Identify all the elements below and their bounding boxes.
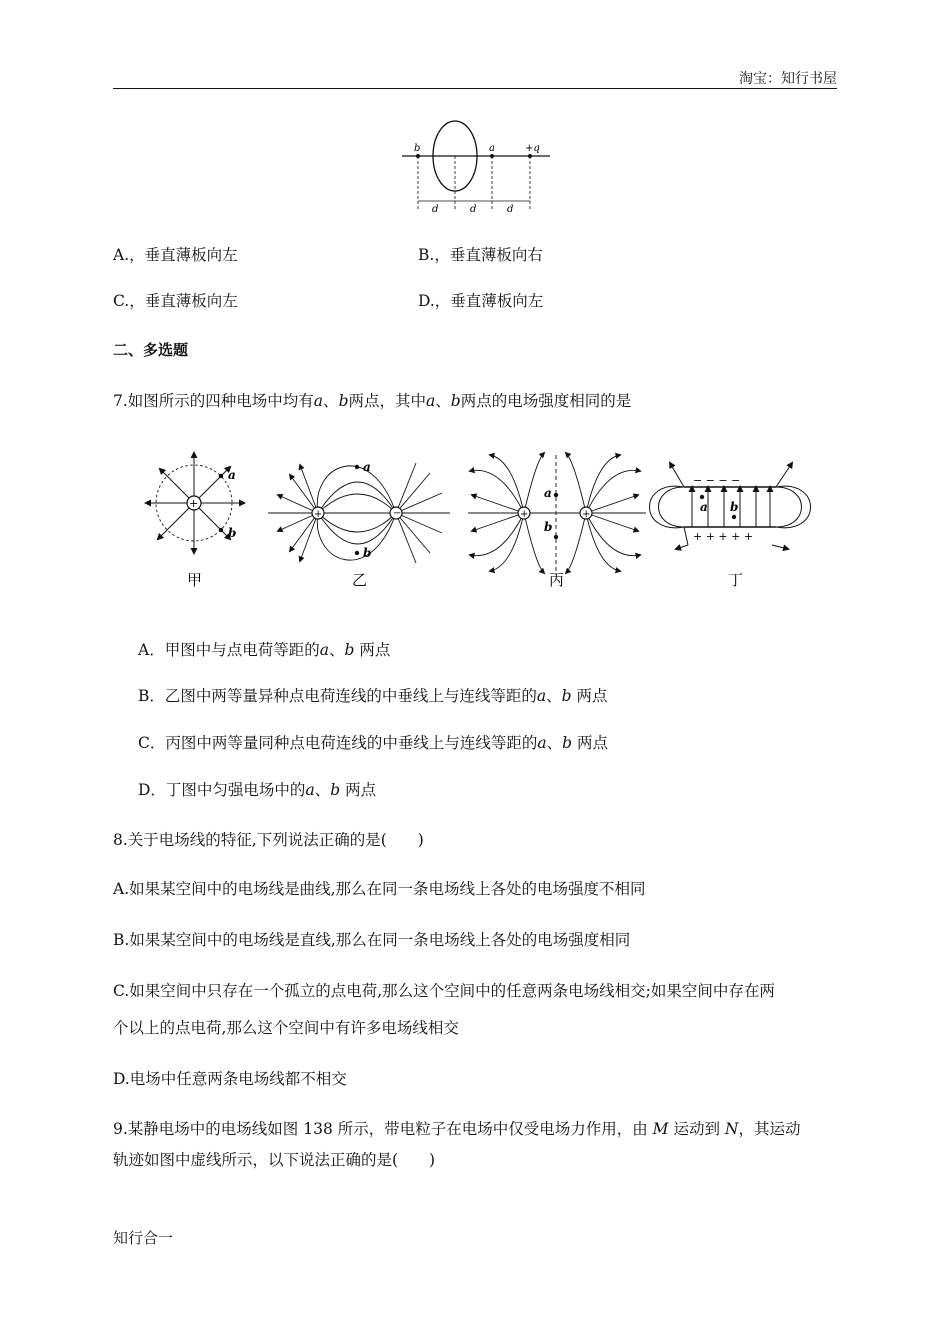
q6-option-a: A.，垂直薄板向左: [113, 246, 238, 264]
yi-label-a: a: [363, 460, 371, 474]
q8-option-b: B.如果某空间中的电场线是直线,那么在同一条电场线上各处的电场强度相同: [113, 931, 631, 949]
header-rule: [113, 88, 837, 89]
bing-label-b: b: [544, 520, 553, 534]
q8-stem: 8.关于电场线的特征,下列说法正确的是( ): [113, 831, 424, 849]
q7-option-d: D．丁图中匀强电场中的a、b 两点: [138, 781, 377, 799]
svg-text:+ + + + +: + + + + +: [693, 530, 754, 543]
q8-option-c-line1: C.如果空间中只存在一个孤立的点电荷,那么这个空间中的任意两条电场线相交;如果空间中存在两: [113, 982, 775, 1000]
svg-text:+: +: [582, 509, 591, 520]
q7-option-c: C．丙图中两等量同种点电荷连线的中垂线上与连线等距的a、b 两点: [138, 734, 609, 752]
bing-label-a: a: [544, 486, 552, 500]
svg-text:+: +: [189, 497, 199, 510]
caption-yi: 乙: [352, 571, 368, 589]
fig6-d-3: d: [507, 204, 514, 215]
q6-option-d: D.，垂直薄板向左: [418, 292, 544, 310]
svg-text:− − − −: − − − −: [693, 474, 741, 487]
yi-label-b: b: [363, 546, 372, 560]
q7-option-a: A．甲图中与点电荷等距的a、b 两点: [138, 641, 391, 659]
fig6-d-2: d: [470, 204, 477, 215]
fig6-label-q: +q: [525, 143, 540, 154]
fig6-label-a: a: [489, 143, 495, 154]
q8-option-d: D.电场中任意两条电场线都不相交: [113, 1070, 347, 1088]
svg-text:−: −: [393, 508, 402, 519]
caption-ding: 丁: [728, 571, 744, 589]
q7-figure: [140, 445, 820, 595]
diagram-jia: [146, 453, 244, 553]
jia-label-b: b: [228, 526, 237, 540]
ding-label-b: b: [730, 500, 739, 514]
q9-stem-line1: 9.某静电场中的电场线如图 138 所示，带电粒子在电场中仅受电场力作用，由 M 运动到 N，其运动: [113, 1120, 801, 1138]
q8-option-c-line2: 个以上的点电荷,那么这个空间中有许多电场线相交: [113, 1019, 459, 1037]
q7-stem: 7.如图所示的四种电场中均有a、b两点，其中a、b两点的电场强度相同的是: [113, 392, 632, 410]
q6-figure: [398, 112, 558, 218]
ding-label-a: a: [700, 500, 708, 514]
caption-jia: 甲: [187, 571, 203, 589]
caption-bing: 丙: [549, 571, 565, 589]
q6-option-c: C.，垂直薄板向左: [113, 292, 238, 310]
fig6-label-b: b: [414, 143, 421, 154]
svg-text:+: +: [314, 509, 323, 520]
fig6-d-1: d: [432, 204, 439, 215]
footer-text: 知行合一: [113, 1229, 174, 1247]
section-title: 二、多选题: [113, 341, 189, 359]
header-shop-name: 淘宝：知行书屋: [739, 71, 837, 87]
jia-label-a: a: [228, 468, 236, 482]
q7-option-b: B．乙图中两等量异种点电荷连线的中垂线上与连线等距的a、b 两点: [138, 687, 608, 705]
svg-text:+: +: [520, 509, 529, 520]
q8-option-a: A.如果某空间中的电场线是曲线,那么在同一条电场线上各处的电场强度不相同: [113, 880, 646, 898]
diagram-bing: [468, 453, 646, 575]
q6-option-b: B.，垂直薄板向右: [418, 246, 543, 264]
q9-stem-line2: 轨迹如图中虚线所示，以下说法正确的是( ): [113, 1151, 436, 1169]
diagram-yi: [268, 463, 450, 563]
